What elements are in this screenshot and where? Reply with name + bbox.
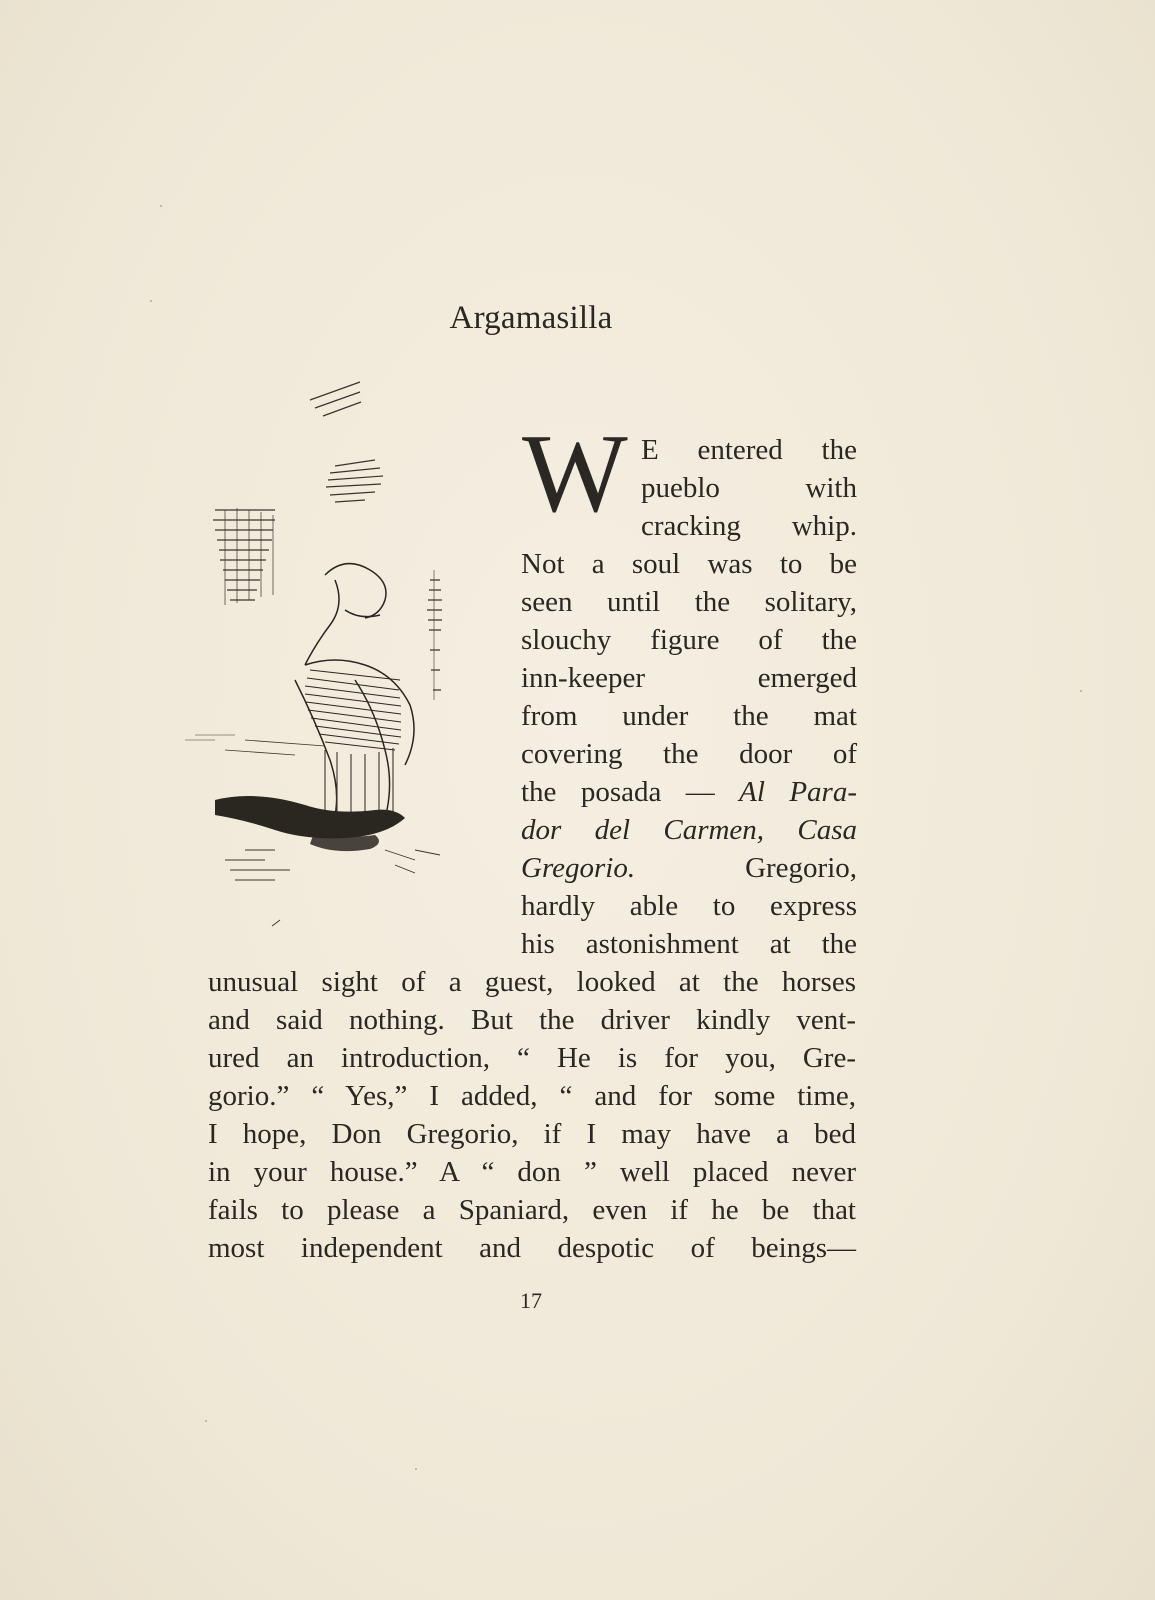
illustration-figure: [185, 380, 495, 960]
text-line: fails to please a Spaniard, even if he be that: [208, 1194, 856, 1226]
text-line: most independent and despotic of beings—: [208, 1232, 856, 1264]
text-line: in your house.” A “ don ” well placed never: [208, 1156, 856, 1188]
text-line: [521, 778, 857, 807]
paper-speck: [415, 1468, 417, 1470]
text-line: pueblo with: [641, 472, 857, 504]
text-line: slouchy figure of the: [521, 624, 857, 656]
text-line: Not a soul was to be: [521, 548, 857, 580]
italic-text: Gregorio.: [521, 852, 636, 884]
text-line: hardly able to express: [521, 890, 857, 922]
page-number: 17: [520, 1288, 542, 1313]
drop-cap: W: [522, 412, 628, 536]
text-line: covering the door of: [521, 738, 857, 770]
text-line: [521, 854, 857, 883]
page-title: Argamasilla: [449, 300, 613, 336]
text-line: I hope, Don Gregorio, if I may have a bed: [208, 1118, 856, 1150]
paper-speck: [1080, 690, 1082, 692]
text-line: seen until the solitary,: [521, 586, 857, 618]
text-line: cracking whip.: [641, 510, 857, 542]
text-line: inn-keeper emerged: [521, 662, 857, 694]
paper-speck: [150, 300, 152, 302]
text-span: Gregorio,: [745, 852, 857, 884]
italic-text: dor del Carmen, Casa: [521, 814, 857, 846]
text-line: from under the mat: [521, 700, 857, 732]
text-line: E entered the: [641, 434, 857, 466]
paper-speck: [160, 205, 162, 207]
text-line: his astonishment at the: [521, 928, 857, 960]
italic-text: Al Para-: [739, 776, 857, 808]
paper-speck: [205, 1420, 207, 1422]
text-line: gorio.” “ Yes,” I added, “ and for some time,: [208, 1080, 856, 1112]
text-line: [521, 816, 857, 845]
text-line: unusual sight of a guest, looked at the horses: [208, 966, 856, 998]
text-line: and said nothing. But the driver kindly vent-: [208, 1004, 856, 1036]
text-span: the posada —: [521, 776, 715, 808]
text-line: ured an introduction, “ He is for you, Gre-: [208, 1042, 856, 1074]
